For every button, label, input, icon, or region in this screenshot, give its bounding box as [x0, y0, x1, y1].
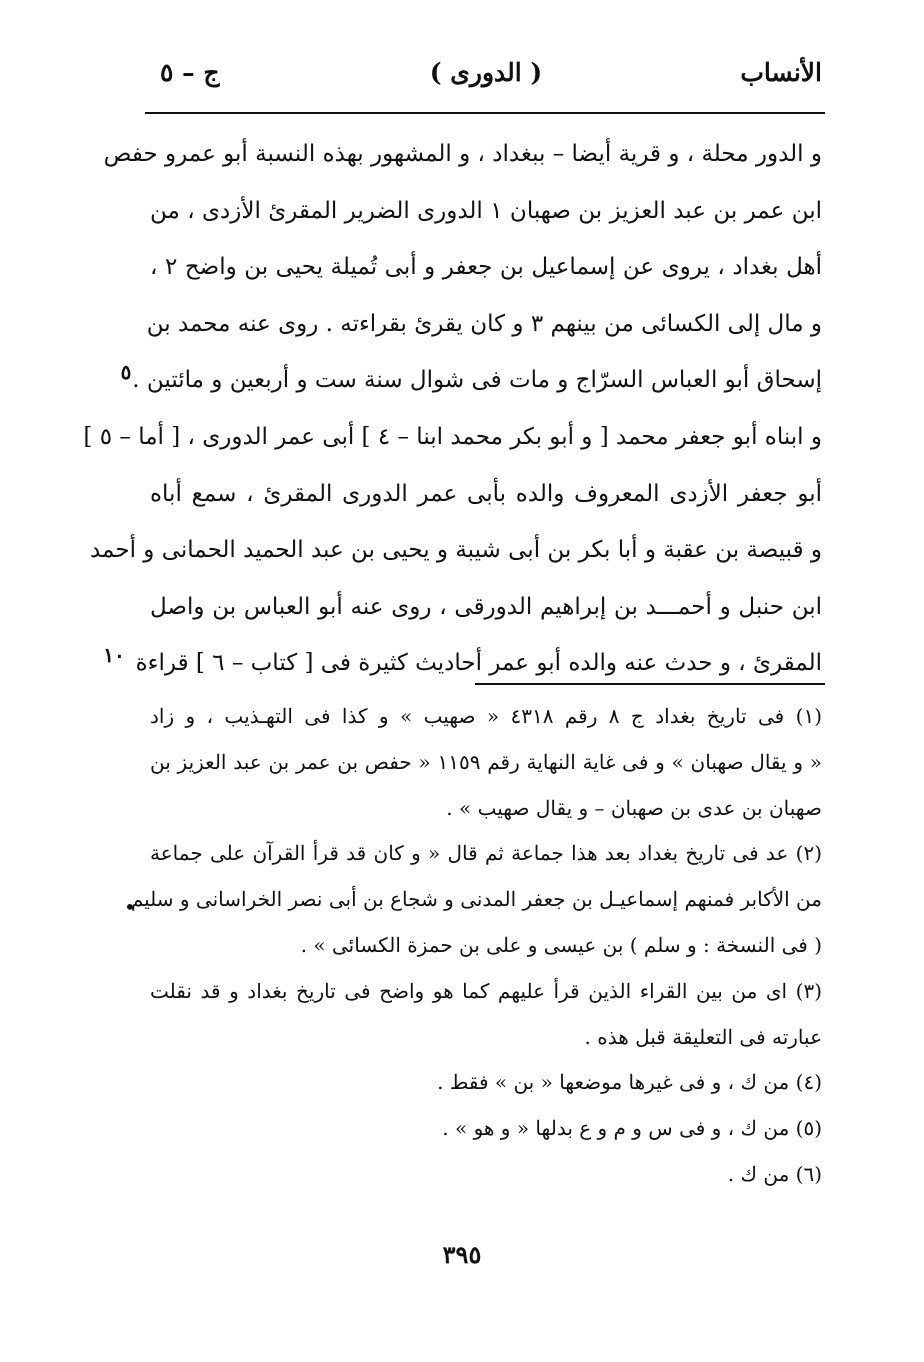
footnote-line: من الأكابر فمنهم إسماعيـل بن جعفر المدنى و شجاع بن أبى نصر الخراسانى و سليم [130, 887, 822, 912]
text-line: و قبيصة بن عقبة و أبا بكر بن أبى شيبة و يحيى بن عبد الحميد الحمانى و أحمد [89, 537, 822, 564]
footnote-line: صهبان بن عدى بن صهبان – و يقال صهيب » . [446, 795, 822, 820]
page-header [150, 58, 822, 102]
footnote-line: (٥) من ك ، و فى س و م و ع بدلها « و هو » . [442, 1116, 822, 1141]
footnote-line: ( فى النسخة : و سلم ) بن عيسى و على بن حمزة الكسائى » . [300, 932, 822, 957]
header-rule [145, 112, 825, 114]
header-section-title: ( الدورى ) [429, 58, 543, 87]
text-line: المقرئ ، و حدث عنه والده أبو عمر أحاديث كثيرة فى [ كتاب – ٦ ] قراءة [135, 650, 822, 677]
page-number: ٣٩٥ [442, 1240, 482, 1269]
footnote-rule [475, 683, 825, 685]
footnote-line: (٣) اى من بين القراء الذين قرأ عليهم كما هو واضح فى تاريخ بغداد و قد نقلت [150, 978, 822, 1003]
text-line: ابن حنبل و أحمـــد بن إبراهيم الدورقى ، روى عنه أبو العباس بن واصل [150, 593, 822, 620]
line-number-5: ٥ [120, 360, 132, 384]
text-line: و الدور محلة ، و قرية أيضا – ببغداد ، و المشهور بهذه النسبة أبو عمرو حفص [103, 141, 822, 167]
header-volume: ج – ٥ [160, 58, 220, 87]
footnote-line: (١) فى تاريخ بغداد ج ٨ رقم ٤٣١٨ « صهيب » و كذا فى التهـذيب ، و زاد [150, 704, 822, 728]
line-number-10: ١٠ [103, 643, 125, 667]
footnotes [130, 694, 823, 1198]
margin-dot-mark: • [124, 895, 136, 919]
text-line: أبو جعفر الأزدى المعروف والده بأبى عمر الدورى المقرئ ، سمع أباه [150, 480, 822, 507]
footnote-line: عبارته فى التعليقة قبل هذه . [584, 1024, 822, 1049]
text-line: و ابناه أبو جعفر محمد [ و أبو بكر محمد ابنا – ٤ ] أبى عمر الدورى ، [ أما – ٥ ] [83, 423, 822, 450]
footnote-line: (٤) من ك ، و فى غيرها موضعها « بن » فقط . [437, 1070, 822, 1095]
text-line: ابن عمر بن عبد العزيز بن صهبان ١ الدورى الضرير المقرئ الأزدى ، من [150, 197, 822, 224]
footnote-line: (٢) عد فى تاريخ بغداد بعد هذا جماعة ثم قال « و كان قد قرأ القرآن على جماعة [150, 841, 822, 866]
text-line: إسحاق أبو العباس السرّاج و مات فى شوال سنة ست و أربعين و مائتين . [132, 367, 822, 394]
footnote-line: (٦) من ك . [727, 1161, 822, 1186]
footnote-line: « و يقال صهبان » و فى غاية النهاية رقم ١١٥٩ « حفص بن عمر بن عبد العزيز بن [150, 749, 823, 774]
header-book-title: الأنساب [740, 58, 822, 87]
text-line: و مال إلى الكسائى من بينهم ٣ و كان يقرئ بقراءته . روى عنه محمد بن [146, 310, 822, 337]
text-line: أهل بغداد ، يروى عن إسماعيل بن جعفر و أبى تُميلة يحيى بن واضح ٢ ، [150, 254, 823, 281]
